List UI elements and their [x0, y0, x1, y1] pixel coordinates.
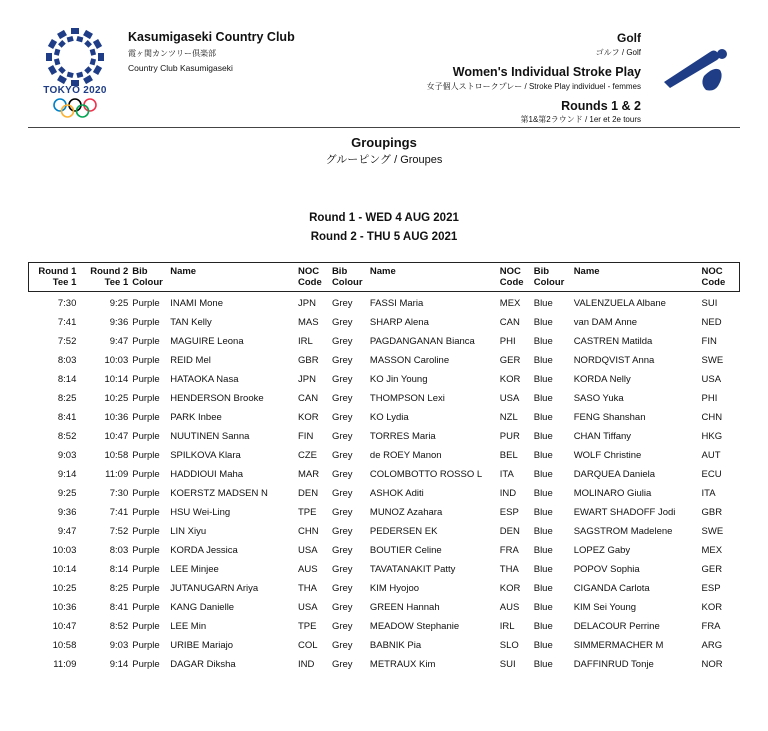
noc-code: FIN — [701, 336, 717, 347]
round1-tee-time: 11:09 — [53, 659, 77, 670]
bib-colour: Purple — [132, 545, 160, 556]
player-name: KOERSTZ MADSEN N — [170, 488, 268, 499]
player-name: FENG Shanshan — [573, 412, 646, 423]
player-name: ASHOK Aditi — [369, 488, 424, 499]
player-name: KANG Danielle — [170, 602, 235, 613]
table-row — [29, 579, 740, 598]
noc-code: TPE — [298, 507, 317, 518]
bib-colour: Grey — [331, 640, 353, 651]
noc-code: USA — [298, 602, 318, 613]
bib-colour: Grey — [331, 564, 353, 575]
bib-colour: Purple — [132, 298, 160, 309]
event-name: Women's Individual Stroke Play — [452, 65, 641, 79]
bib-colour: Purple — [132, 564, 160, 575]
noc-code: AUS — [499, 602, 520, 613]
player-name: DAFFINRUD Tonje — [573, 659, 654, 670]
bib-colour: Blue — [533, 545, 553, 556]
bib-colour: Grey — [331, 298, 353, 309]
bib-colour: Purple — [132, 659, 160, 670]
bib-colour: Blue — [533, 431, 553, 442]
noc-code: FIN — [298, 431, 314, 442]
player-name: TORRES Maria — [369, 431, 436, 442]
bib-colour: Blue — [533, 393, 553, 404]
player-name: KO Lydia — [369, 412, 409, 423]
bib-colour: Purple — [132, 602, 160, 613]
round2-tee-time: 8:52 — [109, 621, 129, 632]
table-row — [29, 465, 740, 484]
noc-code: SUI — [499, 659, 516, 670]
event-block — [427, 31, 641, 125]
round2-tee-time: 9:47 — [109, 336, 129, 347]
bib-colour: Blue — [533, 355, 553, 366]
round1-date: Round 1 - WED 4 AUG 2021 — [309, 212, 459, 224]
bib-colour: Grey — [331, 450, 353, 461]
player-name: THOMPSON Lexi — [369, 393, 445, 404]
noc-code: IND — [298, 659, 315, 670]
bib-colour: Blue — [533, 374, 553, 385]
noc-code: KOR — [298, 412, 319, 423]
bib-colour: Purple — [132, 336, 160, 347]
page-title: Groupings — [351, 135, 417, 150]
table-row — [29, 408, 740, 427]
bib-colour: Purple — [132, 374, 160, 385]
col-bib-colour-3: Bib Colour — [532, 263, 572, 292]
player-name: MASSON Caroline — [369, 355, 450, 366]
bib-colour: Purple — [132, 469, 160, 480]
round1-tee-time: 9:25 — [57, 488, 77, 499]
bib-colour: Grey — [331, 659, 353, 670]
noc-code: ITA — [701, 488, 716, 499]
noc-code: ARG — [701, 640, 723, 651]
round1-tee-time: 10:03 — [52, 545, 77, 556]
noc-code: PHI — [701, 393, 718, 404]
table-row — [29, 332, 740, 351]
round1-tee-time: 10:14 — [52, 564, 77, 575]
player-name: EWART SHADOFF Jodi — [573, 507, 676, 518]
player-name: LOPEZ Gaby — [573, 545, 631, 556]
noc-code: DEN — [499, 526, 520, 537]
noc-code: IND — [499, 488, 517, 499]
noc-code: ITA — [499, 469, 514, 480]
bib-colour: Grey — [331, 526, 353, 537]
bib-colour: Grey — [331, 355, 353, 366]
venue-name-fr: Country Club Kasumigaseki — [128, 63, 233, 73]
player-name: HATAOKA Nasa — [170, 374, 239, 385]
round1-tee-time: 8:25 — [57, 393, 77, 404]
table-row — [29, 292, 740, 314]
bib-colour: Grey — [331, 469, 353, 480]
noc-code: SLO — [499, 640, 519, 651]
table-row — [29, 560, 740, 579]
noc-code: THA — [499, 564, 519, 575]
venue-block — [128, 30, 295, 73]
player-name: SIMMERMACHER M — [573, 640, 664, 651]
noc-code: KOR — [701, 602, 723, 613]
bib-colour: Grey — [331, 545, 353, 556]
player-name: SHARP Alena — [369, 317, 429, 328]
player-name: METRAUX Kim — [369, 659, 436, 670]
round2-tee-time: 10:14 — [104, 374, 129, 385]
noc-code: CAN — [499, 317, 520, 328]
round1-tee-time: 8:52 — [57, 431, 77, 442]
noc-code: MAR — [298, 469, 320, 480]
noc-code: IRL — [298, 336, 313, 347]
noc-code: GER — [499, 355, 521, 366]
player-name: NUUTINEN Sanna — [170, 431, 250, 442]
bib-colour: Grey — [331, 507, 353, 518]
player-name: KORDA Nelly — [573, 374, 631, 385]
noc-code: MAS — [298, 317, 319, 328]
col-round1-tee: Round 1 Tee 1 — [29, 263, 79, 292]
col-noc-code-2: NOC Code — [498, 263, 532, 292]
col-round2-tee: Round 2 Tee 1 — [78, 263, 130, 292]
bib-colour: Purple — [132, 317, 160, 328]
sport-subtitle: ゴルフ / Golf — [595, 48, 641, 57]
round1-tee-time: 9:14 — [57, 469, 77, 480]
table-row — [29, 389, 740, 408]
noc-code: DEN — [298, 488, 319, 499]
player-name: HSU Wei-Ling — [170, 507, 231, 518]
round2-tee-time: 8:25 — [109, 583, 129, 594]
bib-colour: Purple — [132, 393, 160, 404]
rounds-label: Rounds 1 & 2 — [561, 99, 641, 113]
bib-colour: Grey — [331, 431, 353, 442]
noc-code: PHI — [499, 336, 516, 347]
player-name: HENDERSON Brooke — [170, 393, 264, 404]
round-schedule — [0, 209, 768, 247]
round2-tee-time: 10:36 — [104, 412, 129, 423]
venue-name: Kasumigaseki Country Club — [128, 30, 295, 44]
bib-colour: Blue — [533, 507, 553, 518]
noc-code: CZE — [298, 450, 317, 461]
page-subtitle: グルーピング / Groupes — [325, 154, 443, 166]
col-name-2: Name — [368, 263, 498, 292]
player-name: VALENZUELA Albane — [573, 298, 666, 309]
bib-colour: Blue — [533, 583, 553, 594]
round1-tee-time: 9:47 — [57, 526, 77, 537]
bib-colour: Purple — [132, 526, 160, 537]
bib-colour: Blue — [533, 564, 553, 575]
round2-tee-time: 8:14 — [109, 564, 129, 575]
bib-colour: Blue — [533, 602, 553, 613]
round2-tee-time: 8:41 — [109, 602, 129, 613]
round2-tee-time: 11:09 — [105, 469, 129, 480]
round1-tee-time: 7:52 — [57, 336, 77, 347]
noc-code: NZL — [499, 412, 518, 423]
rounds-subtitle: 第1&第2ラウンド / 1er et 2e tours — [520, 115, 641, 124]
round2-tee-time: 10:25 — [104, 393, 129, 404]
bib-colour: Purple — [132, 507, 160, 518]
player-name: KIM Sei Young — [573, 602, 637, 613]
table-header-row — [29, 263, 740, 292]
noc-code: CHN — [701, 412, 723, 423]
round2-date: Round 2 - THU 5 AUG 2021 — [310, 231, 458, 243]
table-row — [29, 313, 740, 332]
emblem-text: TOKYO 2020 — [43, 85, 107, 96]
player-name: CASTREN Matilda — [573, 336, 653, 347]
player-name: WOLF Christine — [573, 450, 642, 461]
player-name: FASSI Maria — [369, 298, 424, 309]
player-name: MOLINARO Giulia — [573, 488, 652, 499]
table-row — [29, 522, 740, 541]
table-body — [29, 292, 740, 675]
noc-code: GER — [701, 564, 723, 575]
player-name: GREEN Hannah — [369, 602, 440, 613]
round2-tee-time: 9:25 — [109, 298, 129, 309]
player-name: URIBE Mariajo — [170, 640, 234, 651]
player-name: TAVATANAKIT Patty — [369, 564, 456, 575]
bib-colour: Grey — [331, 621, 353, 632]
noc-code: CAN — [298, 393, 319, 404]
round2-tee-time: 8:03 — [109, 545, 129, 556]
player-name: PEDERSEN EK — [369, 526, 438, 537]
noc-code: PUR — [499, 431, 520, 442]
player-name: INAMI Mone — [170, 298, 223, 309]
round2-tee-time: 7:41 — [109, 507, 129, 518]
player-name: LEE Minjee — [170, 564, 219, 575]
noc-code: USA — [499, 393, 520, 404]
noc-code: NOR — [701, 659, 723, 670]
round1-tee-time: 9:36 — [57, 507, 77, 518]
bib-colour: Grey — [331, 374, 353, 385]
noc-code: JPN — [298, 374, 316, 385]
noc-code: SWE — [701, 526, 724, 537]
bib-colour: Blue — [533, 488, 553, 499]
noc-code: CHN — [298, 526, 319, 537]
player-name: de ROEY Manon — [369, 450, 442, 461]
player-name: MEADOW Stephanie — [369, 621, 460, 632]
noc-code: KOR — [499, 583, 521, 594]
round2-tee-time: 10:58 — [104, 450, 129, 461]
bib-colour: Blue — [533, 621, 553, 632]
player-name: SASO Yuka — [573, 393, 624, 404]
title-block — [0, 135, 768, 167]
noc-code: FRA — [701, 621, 721, 632]
bib-colour: Purple — [132, 488, 160, 499]
noc-code: JPN — [298, 298, 316, 309]
bib-colour: Blue — [533, 450, 553, 461]
noc-code: SUI — [701, 298, 718, 309]
bib-colour: Blue — [533, 317, 553, 328]
noc-code: BEL — [499, 450, 518, 461]
player-name: JUTANUGARN Ariya — [170, 583, 259, 594]
player-name: MUNOZ Azahara — [369, 507, 443, 518]
col-noc-code-1: NOC Code — [296, 263, 330, 292]
bib-colour: Grey — [331, 488, 353, 499]
player-name: HADDIOUI Maha — [170, 469, 244, 480]
col-bib-colour-2: Bib Colour — [330, 263, 368, 292]
noc-code: ESP — [701, 583, 721, 594]
table-row — [29, 484, 740, 503]
table-row — [29, 541, 740, 560]
bib-colour: Grey — [331, 583, 353, 594]
round2-tee-time: 10:47 — [104, 431, 129, 442]
round2-tee-time: 7:52 — [109, 526, 129, 537]
table-row — [29, 636, 740, 655]
bib-colour: Purple — [132, 621, 160, 632]
col-name-3: Name — [572, 263, 700, 292]
noc-code: TPE — [298, 621, 317, 632]
tokyo-2020-emblem-icon — [44, 26, 106, 88]
bib-colour: Purple — [132, 355, 160, 366]
round1-tee-time: 9:03 — [57, 450, 77, 461]
player-name: DAGAR Diksha — [170, 659, 236, 670]
bib-colour: Grey — [331, 336, 353, 347]
bib-colour: Purple — [132, 583, 160, 594]
venue-name-jp: 霞ヶ関カンツリー倶楽部 — [128, 49, 216, 58]
round1-tee-time: 10:58 — [52, 640, 77, 651]
player-name: BABNIK Pia — [369, 640, 422, 651]
player-name: CHAN Tiffany — [573, 431, 632, 442]
noc-code: USA — [701, 374, 722, 385]
table-row — [29, 351, 740, 370]
round1-tee-time: 7:30 — [57, 298, 77, 309]
player-name: DARQUEA Daniela — [573, 469, 655, 480]
olympic-rings-icon — [52, 98, 98, 120]
groupings-table — [28, 262, 740, 674]
round1-tee-time: 8:41 — [57, 412, 77, 423]
bib-colour: Blue — [533, 526, 553, 537]
table-row — [29, 503, 740, 522]
table-row — [29, 617, 740, 636]
bib-colour: Blue — [533, 412, 553, 423]
noc-code: MEX — [701, 545, 723, 556]
noc-code: IRL — [499, 621, 515, 632]
round1-tee-time: 7:41 — [57, 317, 77, 328]
col-noc-code-3: NOC Code — [700, 263, 740, 292]
bib-colour: Purple — [132, 431, 160, 442]
player-name: TAN Kelly — [170, 317, 212, 328]
noc-code: USA — [298, 545, 318, 556]
bib-colour: Blue — [533, 469, 553, 480]
noc-code: NED — [701, 317, 722, 328]
noc-code: MEX — [499, 298, 521, 309]
player-name: KO Jin Young — [369, 374, 428, 385]
noc-code: SWE — [701, 355, 724, 366]
round2-tee-time: 7:30 — [109, 488, 129, 499]
round1-tee-time: 10:47 — [52, 621, 77, 632]
table-row — [29, 655, 740, 674]
golf-pictogram-icon — [662, 46, 730, 94]
player-name: SPILKOVA Klara — [170, 450, 241, 461]
bib-colour: Purple — [132, 450, 160, 461]
player-name: NORDQVIST Anna — [573, 355, 655, 366]
col-bib-colour-1: Bib Colour — [130, 263, 168, 292]
round1-tee-time: 8:03 — [57, 355, 77, 366]
table-row — [29, 370, 740, 389]
noc-code: KOR — [499, 374, 521, 385]
player-name: PAGDANGANAN Bianca — [369, 336, 475, 347]
player-name: SAGSTROM Madelene — [573, 526, 673, 537]
round1-tee-time: 10:36 — [52, 602, 77, 613]
round2-tee-time: 10:03 — [104, 355, 129, 366]
player-name: LIN Xiyu — [170, 526, 207, 537]
player-name: van DAM Anne — [573, 317, 638, 328]
table-row — [29, 427, 740, 446]
bib-colour: Purple — [132, 412, 160, 423]
noc-code: COL — [298, 640, 318, 651]
table-row — [29, 598, 740, 617]
header-divider — [28, 127, 740, 128]
noc-code: AUT — [701, 450, 721, 461]
round2-tee-time: 9:14 — [109, 659, 129, 670]
noc-code: GBR — [298, 355, 319, 366]
noc-code: ESP — [499, 507, 519, 518]
bib-colour: Blue — [533, 298, 553, 309]
noc-code: THA — [298, 583, 317, 594]
player-name: POPOV Sophia — [573, 564, 640, 575]
noc-code: ECU — [701, 469, 722, 480]
player-name: BOUTIER Celine — [369, 545, 442, 556]
sport-name: Golf — [617, 31, 641, 45]
player-name: LEE Min — [170, 621, 207, 632]
table-row — [29, 446, 740, 465]
player-name: PARK Inbee — [170, 412, 222, 423]
bib-colour: Blue — [533, 336, 553, 347]
player-name: REID Mel — [170, 355, 211, 366]
col-name-1: Name — [168, 263, 296, 292]
bib-colour: Grey — [331, 602, 353, 613]
player-name: MAGUIRE Leona — [170, 336, 244, 347]
bib-colour: Grey — [331, 317, 353, 328]
player-name: KORDA Jessica — [170, 545, 238, 556]
bib-colour: Blue — [533, 640, 553, 651]
noc-code: FRA — [499, 545, 519, 556]
round2-tee-time: 9:36 — [109, 317, 129, 328]
noc-code: GBR — [701, 507, 723, 518]
player-name: CIGANDA Carlota — [573, 583, 650, 594]
player-name: COLOMBOTTO ROSSO L — [369, 469, 483, 480]
event-subtitle: 女子個人ストロークプレー / Stroke Play individuel - femmes — [426, 82, 641, 91]
round1-tee-time: 8:14 — [57, 374, 77, 385]
bib-colour: Grey — [331, 393, 353, 404]
noc-code: HKG — [701, 431, 723, 442]
bib-colour: Purple — [132, 640, 160, 651]
bib-colour: Grey — [331, 412, 353, 423]
noc-code: AUS — [298, 564, 318, 575]
round2-tee-time: 9:03 — [109, 640, 129, 651]
player-name: KIM Hyojoo — [369, 583, 420, 594]
bib-colour: Blue — [533, 659, 553, 670]
player-name: DELACOUR Perrine — [573, 621, 660, 632]
round1-tee-time: 10:25 — [52, 583, 77, 594]
